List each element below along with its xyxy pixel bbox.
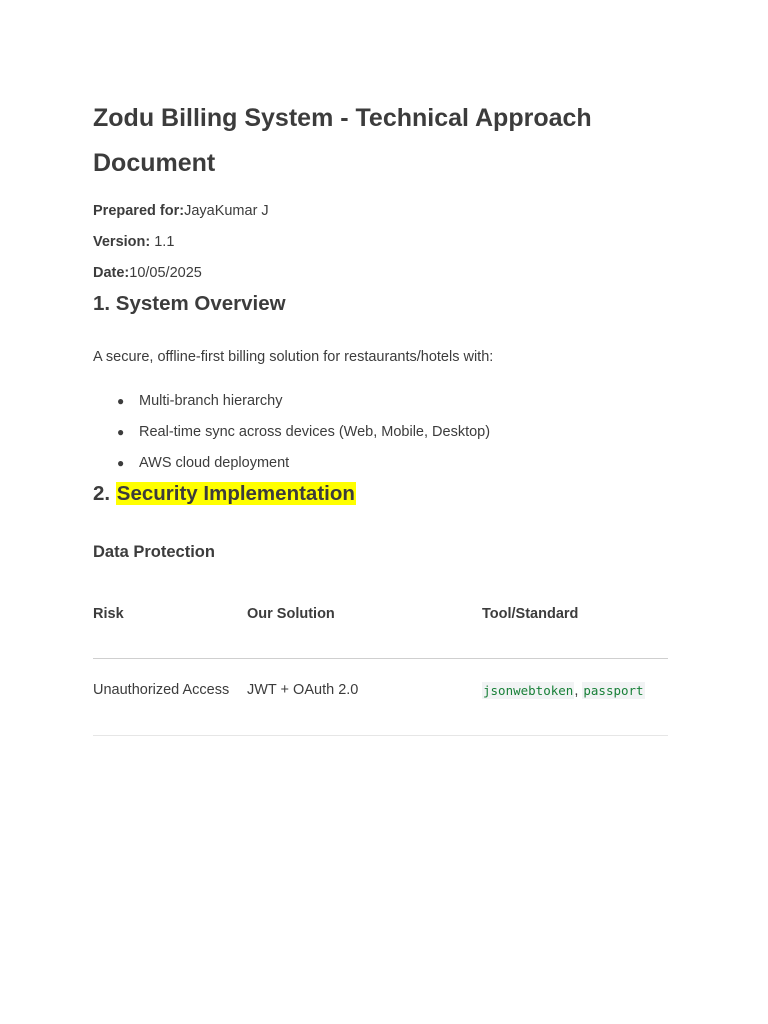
date-line — [93, 258, 668, 289]
document-content — [93, 96, 668, 736]
column-header-solution: Our Solution — [247, 606, 335, 622]
list-item-text: AWS cloud deployment — [139, 455, 290, 471]
date-label: Date: — [93, 265, 130, 281]
bullet-icon: ● — [117, 425, 125, 439]
table-row — [93, 659, 668, 736]
section-heading-system-overview: 1. System Overview — [93, 292, 286, 315]
list-item-text: Multi-branch hierarchy — [139, 393, 283, 409]
column-header-tool: Tool/Standard — [482, 606, 579, 622]
prepared-for-value: JayaKumar J — [184, 203, 269, 219]
cell-solution: JWT + OAuth 2.0 — [247, 682, 359, 698]
prepared-for-line — [93, 196, 668, 227]
system-overview-intro: A secure, offline-first billing solution for restaurants/hotels with: — [93, 349, 494, 365]
security-table — [93, 602, 668, 736]
bullet-icon: ● — [117, 394, 125, 408]
date-value: 10/05/2025 — [129, 265, 202, 281]
table-header-row — [93, 602, 668, 659]
section-number: 2. — [93, 482, 116, 505]
list-item — [93, 448, 668, 479]
list-item — [93, 386, 668, 417]
system-overview-list — [93, 386, 668, 479]
cell-tools — [482, 659, 668, 736]
version-value: 1.1 — [150, 234, 175, 250]
tool-code-jsonwebtoken: jsonwebtoken — [483, 683, 574, 698]
highlighted-heading-text: Security Implementation — [116, 482, 355, 505]
column-header-risk: Risk — [93, 606, 124, 622]
list-item — [93, 417, 668, 448]
subheading-data-protection: Data Protection — [93, 543, 215, 561]
bullet-icon: ● — [117, 456, 125, 470]
version-line — [93, 227, 668, 258]
cell-risk: Unauthorized Access — [93, 682, 230, 698]
document-title: Zodu Billing System - Technical Approach Document — [93, 104, 592, 177]
prepared-for-label: Prepared for: — [93, 203, 185, 219]
version-label: Version: — [93, 234, 151, 250]
tool-separator: , — [574, 683, 583, 699]
section-heading-security — [93, 479, 668, 509]
document-meta — [93, 196, 668, 289]
tool-code-passport: passport — [583, 683, 644, 698]
list-item-text: Real-time sync across devices (Web, Mobile, Desktop) — [139, 424, 491, 440]
